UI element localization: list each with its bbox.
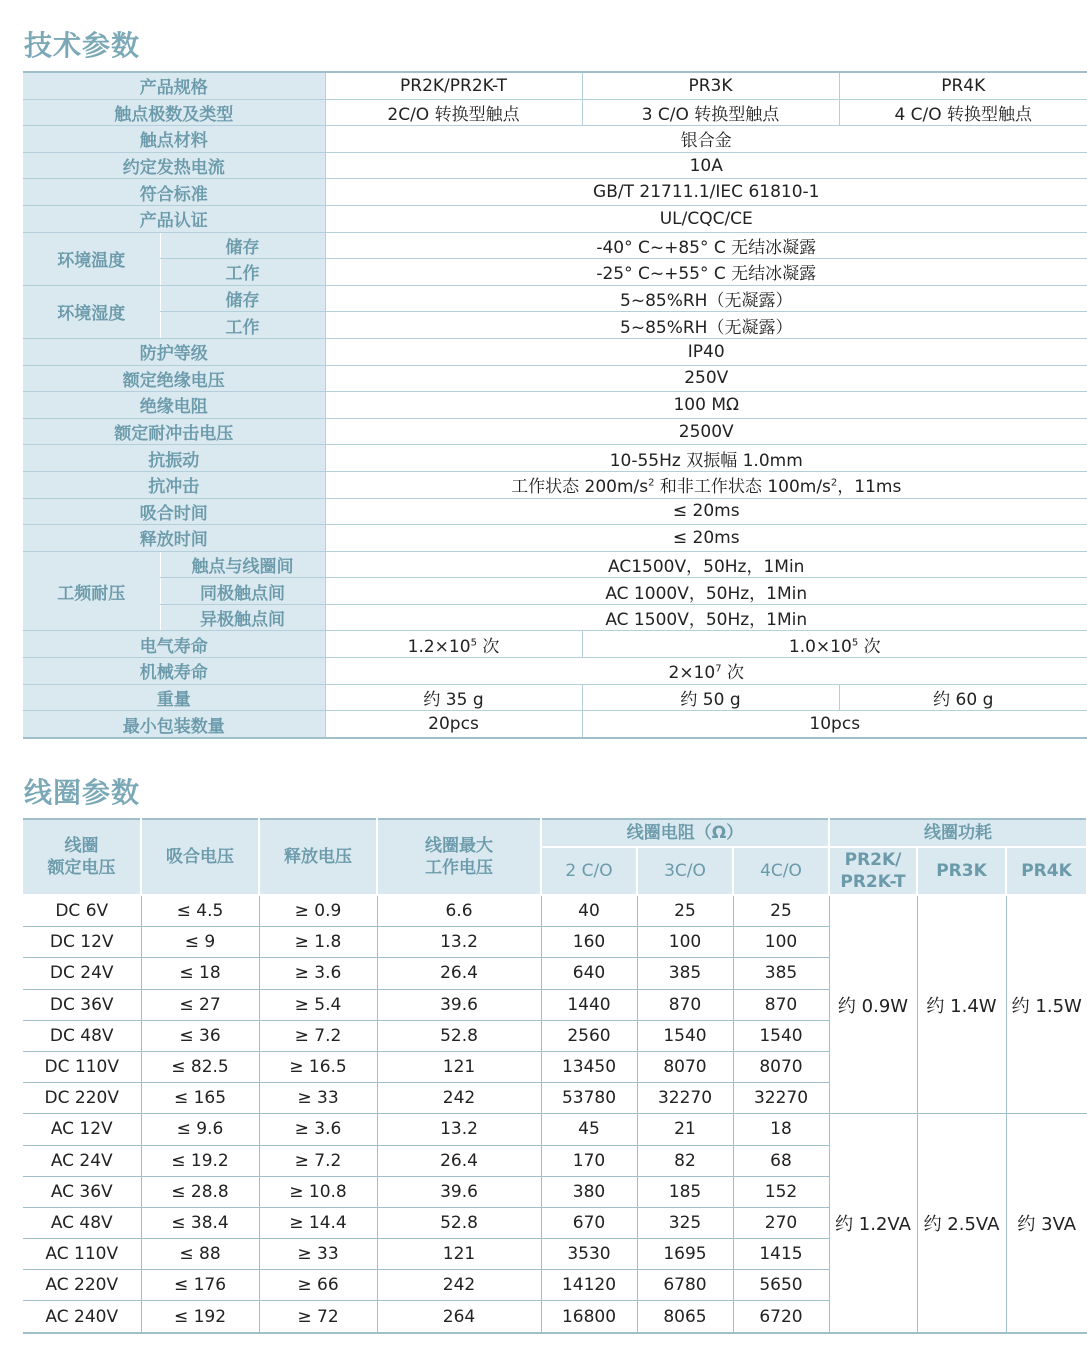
coil-table [23,818,1087,1334]
spec-value: UL/CQC/CE [325,205,1087,232]
coil-cell: 185 [637,1176,733,1207]
spec-value: ≤ 20ms [325,525,1087,552]
spec-row-header [23,72,1087,99]
spec-label: 重量 [23,684,325,711]
col-rated-voltage [23,819,141,895]
spec-row [23,312,1087,339]
spec-row [23,604,1087,631]
spec-sub-label: 储存 [160,232,325,259]
spec-sub-label: 储存 [160,285,325,312]
spec-value: AC 1500V，50Hz，1Min [325,604,1087,631]
spec-row [23,418,1087,445]
coil-power-ac: 约 1.2VA [829,1114,917,1333]
header-line: 工作电压 [425,858,493,878]
coil-cell: 25 [637,895,733,927]
spec-label: 防护等级 [23,338,325,365]
spec-label: 最小包装数量 [23,711,325,738]
coil-power-ac: 约 2.5VA [917,1114,1006,1333]
coil-cell: 870 [637,989,733,1020]
spec-value: 5~85%RH（无凝露） [325,312,1087,339]
coil-cell: 640 [541,958,637,989]
spec-row [23,338,1087,365]
col-power-pr2k [829,847,917,895]
coil-cell: AC 24V [23,1145,141,1176]
spec-value: 20pcs [325,711,582,738]
spec-label: 吸合时间 [23,498,325,525]
shock-text: 和非工作状态 100m/s [654,477,831,498]
spec-label: 触点极数及类型 [23,99,325,126]
spec-value: AC 1000V，50Hz，1Min [325,578,1087,605]
life-unit: 次 [721,663,744,684]
spec-value: 4 C/O 转换型触点 [839,99,1087,126]
col-release: 释放电压 [259,819,377,895]
coil-cell: 121 [377,1239,541,1270]
coil-cell: AC 12V [23,1114,141,1145]
coil-cell: ≤ 88 [141,1239,259,1270]
life-base: 1.2×10 [407,636,471,657]
coil-cell: ≥ 10.8 [259,1176,377,1207]
coil-cell: 670 [541,1207,637,1238]
coil-cell: ≤ 82.5 [141,1051,259,1082]
col-power-pr3k: PR3K [917,847,1006,895]
life-base: 2×10 [668,663,716,684]
coil-cell: ≤ 28.8 [141,1176,259,1207]
exponent: 2 [648,477,655,489]
coil-cell: DC 12V [23,927,141,958]
coil-cell: DC 220V [23,1083,141,1114]
coil-body [23,895,1087,1333]
coil-cell: 14120 [541,1270,637,1301]
coil-cell: 52.8 [377,1207,541,1238]
coil-cell: 1440 [541,989,637,1020]
coil-cell: ≥ 1.8 [259,927,377,958]
header-line: 额定电压 [47,858,116,878]
coil-cell: ≥ 72 [259,1301,377,1333]
coil-cell: 26.4 [377,958,541,989]
spec-value: -40° C~+85° C 无结冰凝露 [325,232,1087,259]
spec-value: GB/T 21711.1/IEC 61810-1 [325,179,1087,206]
coil-cell: 870 [733,989,829,1020]
spec-label: 电气寿命 [23,631,325,658]
coil-cell: 40 [541,895,637,927]
coil-cell: 1415 [733,1239,829,1270]
coil-cell: 264 [377,1301,541,1333]
coil-cell: AC 48V [23,1207,141,1238]
coil-cell: 5650 [733,1270,829,1301]
coil-cell: 160 [541,927,637,958]
spec-row [23,578,1087,605]
spec-value: 约 35 g [325,684,582,711]
coil-cell: 1695 [637,1239,733,1270]
coil-power-dc: 约 0.9W [829,895,917,1114]
coil-cell: 385 [733,958,829,989]
spec-value: 银合金 [325,126,1087,153]
col-resistance-4co: 4C/O [733,847,829,895]
spec-row [23,471,1087,498]
spec-sub-label: 同极触点间 [160,578,325,605]
coil-cell: 6720 [733,1301,829,1333]
spec-table [23,71,1087,739]
coil-power-dc: 约 1.5W [1006,895,1087,1114]
coil-cell: ≤ 9 [141,927,259,958]
spec-category: 环境湿度 [23,285,160,338]
header-line: PR2K/ [844,850,902,870]
col-pull-in: 吸合电压 [141,819,259,895]
coil-cell: ≤ 192 [141,1301,259,1333]
spec-value: 100 MΩ [325,392,1087,419]
spec-label: 额定耐冲击电压 [23,418,325,445]
coil-cell: DC 48V [23,1020,141,1051]
spec-label: 约定发热电流 [23,152,325,179]
coil-cell: ≥ 0.9 [259,895,377,927]
coil-cell: 26.4 [377,1145,541,1176]
coil-cell: 45 [541,1114,637,1145]
spec-sub-label: 工作 [160,312,325,339]
coil-cell: ≤ 36 [141,1020,259,1051]
spec-value: 10pcs [582,711,1087,738]
model-name: PR2K/PR2K-T [325,72,582,99]
spec-value: IP40 [325,338,1087,365]
spec-value: 10A [325,152,1087,179]
coil-cell: 325 [637,1207,733,1238]
coil-cell: 8070 [637,1051,733,1082]
spec-row [23,392,1087,419]
col-resistance: 线圈电阻（Ω） [541,819,829,847]
spec-value: 2500V [325,418,1087,445]
spec-label: 符合标准 [23,179,325,206]
spec-label: 机械寿命 [23,658,325,685]
spec-row [23,684,1087,711]
coil-cell: 39.6 [377,989,541,1020]
spec-value: 10-55Hz 双振幅 1.0mm [325,445,1087,472]
coil-row [23,895,1087,927]
spec-row [23,445,1087,472]
header-line: 线圈 [64,836,99,856]
spec-row [23,285,1087,312]
coil-cell: 385 [637,958,733,989]
coil-cell: DC 110V [23,1051,141,1082]
spec-label: 产品认证 [23,205,325,232]
coil-cell: 53780 [541,1083,637,1114]
coil-cell: DC 36V [23,989,141,1020]
spec-sub-label: 触点与线圈间 [160,551,325,578]
coil-cell: 6780 [637,1270,733,1301]
life-unit: 次 [476,636,500,657]
coil-cell: 8065 [637,1301,733,1333]
spec-row [23,631,1087,658]
coil-header-row [23,819,1087,847]
spec-value: 2C/O 转换型触点 [325,99,582,126]
spec-value: 约 60 g [839,684,1087,711]
coil-cell: 2560 [541,1020,637,1051]
spec-label: 抗冲击 [23,471,325,498]
coil-cell: 100 [733,927,829,958]
spec-row [23,498,1087,525]
shock-text: 工作状态 200m/s [511,477,649,498]
coil-cell: 32270 [733,1083,829,1114]
spec-value: ≤ 20ms [325,498,1087,525]
coil-cell: 242 [377,1083,541,1114]
coil-cell: 3530 [541,1239,637,1270]
spec-value [325,471,1087,498]
coil-cell: ≤ 165 [141,1083,259,1114]
spec-label: 额定绝缘电压 [23,365,325,392]
spec-value [325,658,1087,685]
life-base: 1.0×10 [788,636,852,657]
coil-cell: 1540 [733,1020,829,1051]
spec-value: -25° C~+55° C 无结冰凝露 [325,259,1087,286]
spec-row [23,711,1087,738]
col-resistance-3co: 3C/O [637,847,733,895]
coil-cell: 1540 [637,1020,733,1051]
coil-cell: ≥ 3.6 [259,958,377,989]
exponent: 5 [851,637,859,649]
spec-category: 工频耐压 [23,551,160,631]
spec-value: 约 50 g [582,684,839,711]
model-name: PR3K [582,72,839,99]
coil-cell: DC 24V [23,958,141,989]
spec-label: 抗振动 [23,445,325,472]
coil-cell: ≥ 7.2 [259,1020,377,1051]
spec-row [23,525,1087,552]
spec-value [582,631,1087,658]
coil-cell: 32270 [637,1083,733,1114]
exponent: 2 [830,477,838,489]
coil-section-title: 线圈参数 [24,776,141,809]
coil-power-ac: 约 3VA [1006,1114,1087,1333]
coil-cell: ≤ 18 [141,958,259,989]
spec-row [23,179,1087,206]
coil-cell: 6.6 [377,895,541,927]
model-name: PR4K [839,72,1087,99]
spec-row [23,551,1087,578]
coil-cell: DC 6V [23,895,141,927]
coil-cell: 25 [733,895,829,927]
spec-label: 绝缘电阻 [23,392,325,419]
coil-cell: 82 [637,1145,733,1176]
coil-cell: 380 [541,1176,637,1207]
spec-sub-label: 异极触点间 [160,604,325,631]
exponent: 7 [715,663,722,675]
coil-cell: 39.6 [377,1176,541,1207]
coil-cell: ≤ 27 [141,989,259,1020]
coil-cell: 13.2 [377,1114,541,1145]
spec-value [325,631,582,658]
coil-cell: ≥ 16.5 [259,1051,377,1082]
header-line: 线圈最大 [425,836,493,856]
coil-cell: ≤ 9.6 [141,1114,259,1145]
spec-row [23,152,1087,179]
spec-label: 触点材料 [23,126,325,153]
spec-row [23,99,1087,126]
spec-category: 环境温度 [23,232,160,285]
coil-cell: 121 [377,1051,541,1082]
coil-cell: 52.8 [377,1020,541,1051]
coil-cell: 242 [377,1270,541,1301]
spec-row [23,658,1087,685]
coil-cell: 16800 [541,1301,637,1333]
coil-cell: 8070 [733,1051,829,1082]
shock-text: ，11ms [837,477,902,498]
spec-value: 250V [325,365,1087,392]
spec-value: 3 C/O 转换型触点 [582,99,839,126]
coil-cell: 13.2 [377,927,541,958]
coil-power-dc: 约 1.4W [917,895,1006,1114]
coil-cell: AC 240V [23,1301,141,1333]
spec-value: 5~85%RH（无凝露） [325,285,1087,312]
coil-cell: ≥ 33 [259,1239,377,1270]
coil-cell: 152 [733,1176,829,1207]
coil-cell: 100 [637,927,733,958]
coil-cell: 13450 [541,1051,637,1082]
spec-label: 产品规格 [23,72,325,99]
spec-row [23,205,1087,232]
coil-cell: AC 220V [23,1270,141,1301]
spec-section-title: 技术参数 [24,29,141,62]
col-max-voltage [377,819,541,895]
coil-cell: ≤ 19.2 [141,1145,259,1176]
coil-cell: ≥ 5.4 [259,989,377,1020]
coil-cell: AC 110V [23,1239,141,1270]
spec-row [23,232,1087,259]
coil-cell: AC 36V [23,1176,141,1207]
spec-row [23,365,1087,392]
spec-row [23,126,1087,153]
col-resistance-2co: 2 C/O [541,847,637,895]
header-line: PR2K-T [840,872,906,892]
col-power-pr4k: PR4K [1006,847,1087,895]
coil-cell: 170 [541,1145,637,1176]
coil-cell: ≥ 66 [259,1270,377,1301]
coil-cell: ≥ 3.6 [259,1114,377,1145]
coil-cell: 21 [637,1114,733,1145]
exponent: 5 [470,637,477,649]
spec-sub-label: 工作 [160,259,325,286]
spec-value: AC1500V，50Hz，1Min [325,551,1087,578]
col-power: 线圈功耗 [829,819,1087,847]
spec-label: 释放时间 [23,525,325,552]
coil-cell: ≥ 7.2 [259,1145,377,1176]
coil-row [23,1114,1087,1145]
coil-cell: 270 [733,1207,829,1238]
coil-cell: ≤ 38.4 [141,1207,259,1238]
coil-cell: 68 [733,1145,829,1176]
coil-cell: ≤ 176 [141,1270,259,1301]
coil-cell: ≤ 4.5 [141,895,259,927]
coil-cell: 18 [733,1114,829,1145]
coil-cell: ≥ 33 [259,1083,377,1114]
coil-cell: ≥ 14.4 [259,1207,377,1238]
life-unit: 次 [858,636,881,657]
spec-row [23,259,1087,286]
